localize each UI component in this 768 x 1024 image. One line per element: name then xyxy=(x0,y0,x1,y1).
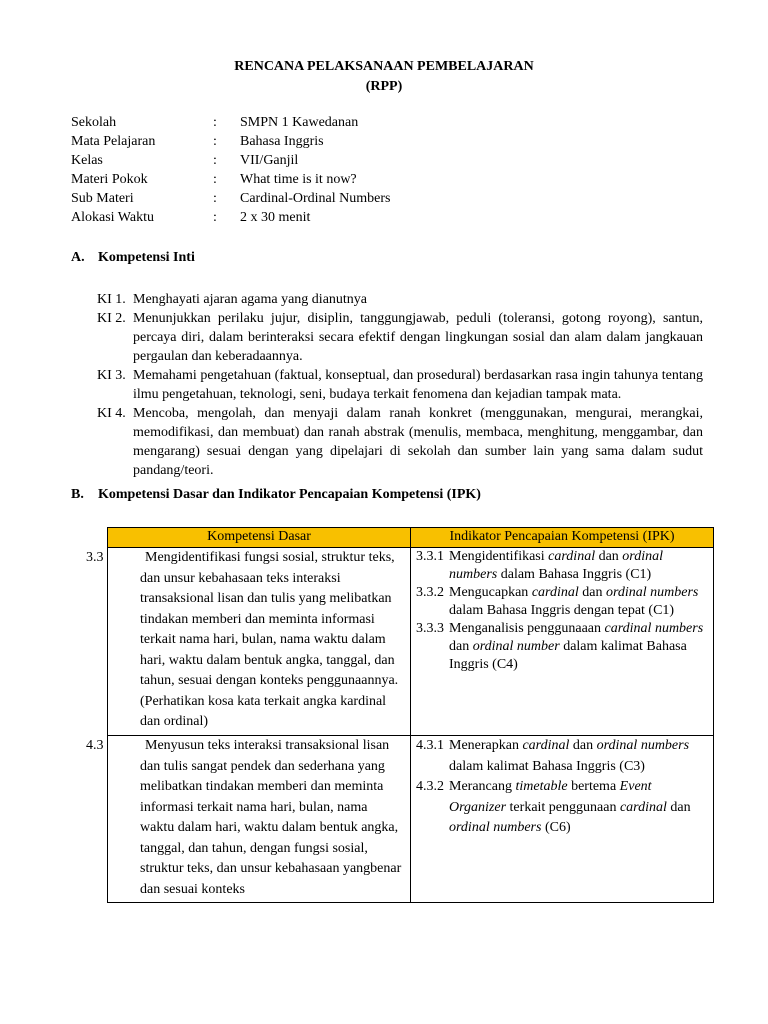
kd-text-block xyxy=(86,548,405,733)
info-colon: : xyxy=(213,153,217,168)
ipk-number: 3.3.2 xyxy=(416,585,444,600)
kd-text-block xyxy=(86,736,405,900)
ki-number: KI 4. xyxy=(97,406,126,421)
ki-text: Menunjukkan perilaku jujur, disiplin, tanggungjawab, peduli (toleransi, gotong royong), santun, percaya diri, dalam berinteraksi secara efektif dengan lingkungan sosial dan alam dalam jangkauan pergaulan dan keberadaannya. xyxy=(133,311,703,364)
ipk-text: Menerapkan cardinal dan ordinal numbers dalam kalimat Bahasa Inggris (C3) xyxy=(449,738,690,774)
ipk-item xyxy=(416,736,708,777)
ipk-text: Merancang timetable bertema Event Organizer terkait penggunaan cardinal dan ordinal numbers (C6) xyxy=(449,779,691,835)
section-title: Kompetensi Dasar dan Indikator Pencapaian Kompetensi (IPK) xyxy=(98,487,481,502)
table-header-row xyxy=(108,528,714,548)
ki-number: KI 3. xyxy=(97,368,126,383)
ipk-number: 4.3.1 xyxy=(416,738,444,753)
ki-text: Mencoba, mengolah, dan menyaji dalam ranah konkret (menggunakan, mengurai, merangkai, memodifikasi, dan membuat) dan ranah abstrak (menulis, membaca, menghitung, menggambar, dan mengarang) sesuai dengan yang dipelajari di sekolah dan sumber lain yang sama dalam sudut pandang/teori. xyxy=(133,406,703,478)
ki-item xyxy=(97,290,703,309)
ipk-text: Mengucapkan cardinal dan ordinal numbers dalam Bahasa Inggris dengan tepat (C1) xyxy=(449,585,699,618)
ipk-text: Menganalisis penggunaaan cardinal numbers dan ordinal number dalam kalimat Bahasa Inggris (C4) xyxy=(449,621,704,672)
document-title xyxy=(0,57,768,97)
ki-number: KI 2. xyxy=(97,311,126,326)
kd-ipk-table xyxy=(86,527,714,903)
ipk-item xyxy=(416,584,708,620)
kd-number: 3.3 xyxy=(86,550,104,565)
section-letter: B. xyxy=(71,487,84,502)
ki-text: Memahami pengetahuan (faktual, konseptual, dan prosedural) berdasarkan rasa ingin tahunya tentang ilmu pengetahuan, teknologi, seni, budaya terkait fenomena dan kejadian tampak mata. xyxy=(133,368,703,402)
info-value: SMPN 1 Kawedanan xyxy=(240,115,359,130)
info-value: Bahasa Inggris xyxy=(240,134,324,149)
header-kompetensi-dasar: Kompetensi Dasar xyxy=(108,528,411,548)
info-value: Cardinal-Ordinal Numbers xyxy=(240,191,391,206)
kd-description: Mengidentifikasi fungsi sosial, struktur teks, dan unsur kebahasaan teks interaksi transaksional lisan dan tulis yang melibatkan tindakan memberi dan meminta informasi terkait nama hari, bulan, nama waktu dalam hari, waktu dalam bentuk angka, tanggal, dan tahun, sesuai dengan konteks penggunaannya. (Perhatikan kosa kata terkait angka kardinal dan ordinal) xyxy=(140,550,399,729)
section-letter: A. xyxy=(71,250,85,265)
ipk-number: 3.3.3 xyxy=(416,621,444,636)
ki-number: KI 1. xyxy=(97,292,126,307)
kd-number: 4.3 xyxy=(86,738,104,753)
ipk-number: 3.3.1 xyxy=(416,549,444,564)
ipk-text: Mengidentifikasi cardinal dan ordinal numbers dalam Bahasa Inggris (C1) xyxy=(449,549,664,582)
kd-description: Menyusun teks interaksi transaksional lisan dan tulis sangat pendek dan sederhana yang melibatkan tindakan memberi dan meminta informasi terkait nama hari, bulan, nama waktu dalam hari, waktu dalam bentuk angka, tanggal, dan tahun, dengan fungsi sosial, struktur teks, dan unsur kebahasaan yangbenar dan sesuai konteks xyxy=(140,738,402,897)
ki-item xyxy=(97,309,703,366)
ipk-cell xyxy=(411,736,714,903)
ki-text: Menghayati ajaran agama yang dianutnya xyxy=(133,292,368,307)
info-colon: : xyxy=(213,210,217,225)
table-row xyxy=(108,548,714,736)
info-label: Kelas xyxy=(71,153,103,168)
ipk-number: 4.3.2 xyxy=(416,779,444,794)
section-a-heading xyxy=(71,248,195,267)
header-ipk: Indikator Pencapaian Kompetensi (IPK) xyxy=(411,528,714,548)
ki-item xyxy=(97,404,703,480)
kd-cell xyxy=(86,548,411,736)
table-row xyxy=(108,736,714,903)
info-label: Mata Pelajaran xyxy=(71,134,156,149)
ipk-item xyxy=(416,620,708,674)
kd-cell xyxy=(86,736,411,903)
section-b-heading xyxy=(71,485,481,504)
info-value: VII/Ganjil xyxy=(240,153,299,168)
info-value: What time is it now? xyxy=(240,172,357,187)
info-label: Sekolah xyxy=(71,115,117,130)
kompetensi-inti-list xyxy=(97,290,703,480)
ipk-item xyxy=(416,777,708,839)
info-label: Alokasi Waktu xyxy=(71,210,154,225)
info-colon: : xyxy=(213,115,217,130)
ipk-cell xyxy=(411,548,714,736)
info-label: Sub Materi xyxy=(71,191,134,206)
info-value: 2 x 30 menit xyxy=(240,210,311,225)
info-colon: : xyxy=(213,172,217,187)
ipk-item xyxy=(416,548,708,584)
ki-item xyxy=(97,366,703,404)
title-line: RENCANA PELAKSANAAN PEMBELAJARAN xyxy=(234,59,534,74)
info-colon: : xyxy=(213,134,217,149)
section-title: Kompetensi Inti xyxy=(98,250,195,265)
info-label: Materi Pokok xyxy=(71,172,148,187)
info-colon: : xyxy=(213,191,217,206)
subtitle-line: (RPP) xyxy=(365,79,403,94)
